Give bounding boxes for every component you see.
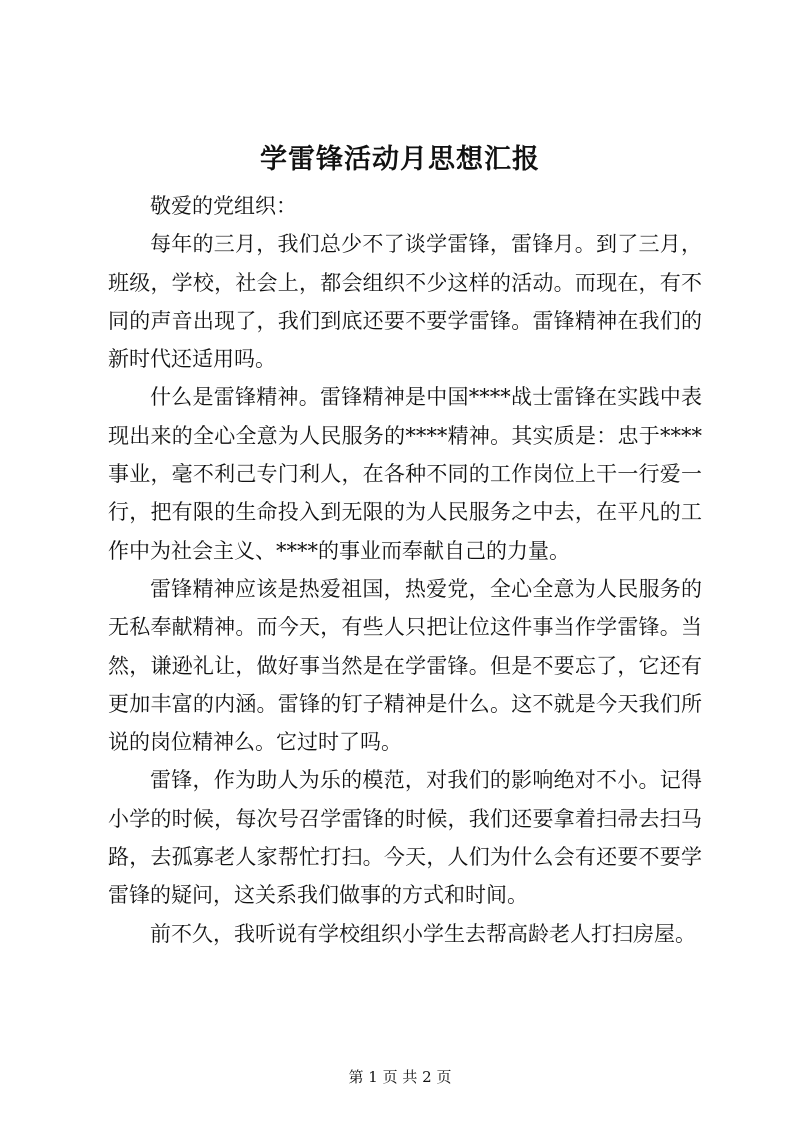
salutation: 敬爱的党组织： (150, 194, 297, 218)
paragraph-2: 什么是雷锋精神。雷锋精神是中国****战士雷锋在实践中表现出来的全心全意为人民服务的****精神。其实质是：忠于****事业，毫不利己专门利人，在各种不同的工作岗位上干一行爱一行，把有限的生命投入到无限的为人民服务之中去，在平凡的工作中为社会主义、****的事业而奉献自己的力量。 (108, 385, 702, 563)
page-footer: 第 1 页 共 2 页 (348, 1068, 452, 1086)
paragraph-4: 雷锋，作为助人为乐的模范，对我们的影响绝对不小。记得小学的时候，每次号召学雷锋的时候，我们还要拿着扫帚去扫马路，去孤寡老人家帮忙打扫。今天，人们为什么会有还要不要学雷锋的疑问，这关系我们做事的方式和时间。 (108, 768, 702, 908)
document-body (108, 187, 702, 953)
paragraph-3: 雷锋精神应该是热爱祖国，热爱党，全心全意为人民服务的无私奉献精神。而今天，有些人只把让位这件事当作学雷锋。当然，谦逊礼让，做好事当然是在学雷锋。但是不要忘了，它还有更加丰富的内涵。雷锋的钉子精神是什么。这不就是今天我们所说的岗位精神么。它过时了吗。 (108, 576, 702, 755)
paragraph-1: 每年的三月，我们总少不了谈学雷锋，雷锋月。到了三月，班级，学校，社会上，都会组织不少这样的活动。而现在，有不同的声音出现了，我们到底还要不要学雷锋。雷锋精神在我们的新时代还适用吗。 (108, 232, 702, 372)
paragraph-5: 前不久，我听说有学校组织小学生去帮高龄老人打扫房屋。 (150, 921, 696, 946)
document-title: 学雷锋活动月思想汇报 (260, 144, 540, 175)
